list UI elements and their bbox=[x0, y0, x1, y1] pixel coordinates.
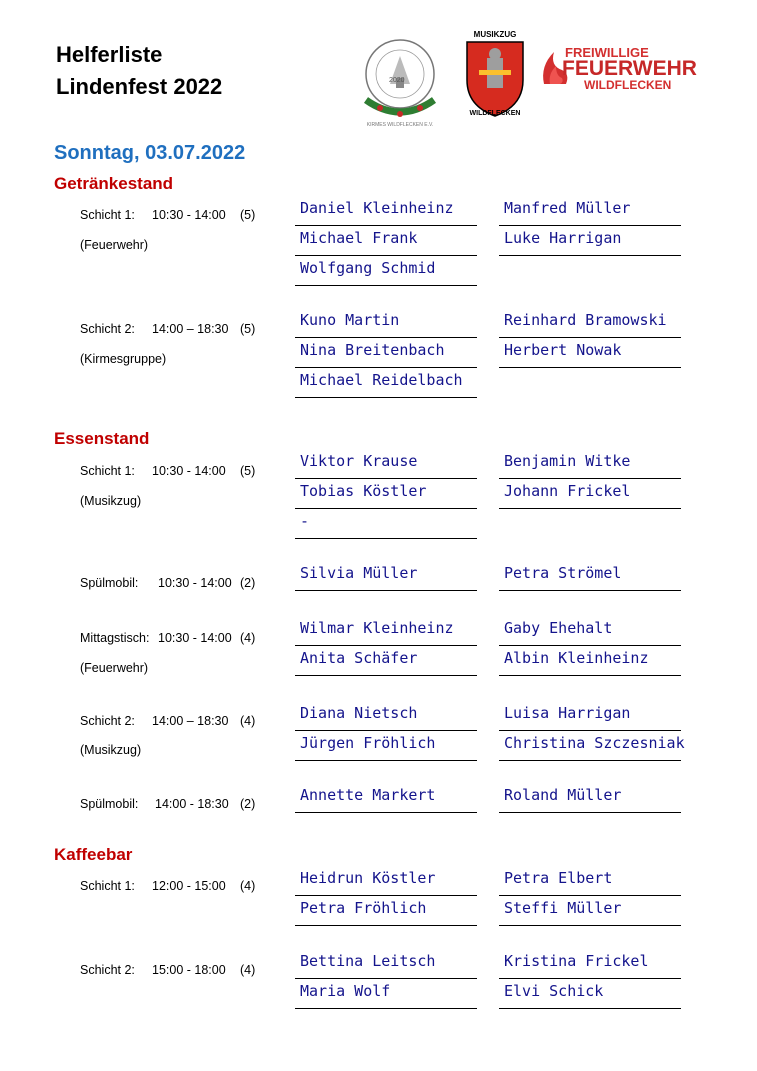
shift-count: (4) bbox=[240, 879, 256, 893]
shift-time: 12:00 - 15:00 bbox=[152, 879, 226, 893]
helper-name-field[interactable]: Tobias Köstler bbox=[295, 479, 477, 509]
shift-time: 10:30 - 14:00 bbox=[152, 464, 226, 478]
shift-time: 14:00 - 18:30 bbox=[155, 797, 229, 811]
shift-label: Schicht 1: bbox=[80, 879, 135, 893]
shift-count: (4) bbox=[240, 714, 256, 728]
shift-group: (Musikzug) bbox=[80, 743, 142, 757]
shift-group: (Feuerwehr) bbox=[80, 661, 149, 675]
shift-label: Schicht 1: bbox=[80, 464, 135, 478]
feuerwehr-line2: FEUERWEHR bbox=[562, 57, 697, 80]
helper-name-field[interactable]: Luke Harrigan bbox=[499, 226, 681, 256]
shift-count: (5) bbox=[240, 322, 256, 336]
shift-group: (Kirmesgruppe) bbox=[80, 352, 167, 366]
helper-name-field[interactable]: Petra Elbert bbox=[499, 866, 681, 896]
helper-name-field[interactable]: Michael Reidelbach bbox=[295, 368, 477, 398]
shift-time: 10:30 - 14:00 bbox=[158, 631, 232, 645]
musikzug-bottom-text: WILDFLECKEN bbox=[469, 110, 521, 117]
helper-name-field[interactable]: Gaby Ehehalt bbox=[499, 616, 681, 646]
helper-name-field[interactable]: Maria Wolf bbox=[295, 979, 477, 1009]
event-date: Sonntag, 03.07.2022 bbox=[54, 142, 246, 164]
helper-name-field[interactable]: Viktor Krause bbox=[295, 449, 477, 479]
shift-count: (5) bbox=[240, 464, 256, 478]
musikzug-crest-icon bbox=[455, 28, 535, 122]
shift-count: (5) bbox=[240, 208, 256, 222]
shift-count: (2) bbox=[240, 576, 256, 590]
section-getraenkestand-title: Getränkestand bbox=[54, 174, 174, 193]
helper-name-field[interactable]: - bbox=[295, 509, 477, 539]
helper-name-field[interactable]: Jürgen Fröhlich bbox=[295, 731, 477, 761]
shift-count: (2) bbox=[240, 797, 256, 811]
shift-label: Schicht 2: bbox=[80, 963, 135, 977]
helper-name-field[interactable]: Manfred Müller bbox=[499, 196, 681, 226]
shift-label: Schicht 2: bbox=[80, 714, 135, 728]
helper-name-field[interactable]: Bettina Leitsch bbox=[295, 949, 477, 979]
section-essenstand-title: Essenstand bbox=[54, 429, 150, 448]
helper-name-field[interactable]: Wilmar Kleinheinz bbox=[295, 616, 477, 646]
shift-count: (4) bbox=[240, 963, 256, 977]
shift-label: Mittagstisch: bbox=[80, 631, 150, 645]
document-title-line2: Lindenfest 2022 bbox=[56, 74, 223, 99]
helper-name-field[interactable]: Reinhard Bramowski bbox=[499, 308, 681, 338]
document-title-line1: Helferliste bbox=[56, 42, 163, 67]
shift-time: 10:30 - 14:00 bbox=[152, 208, 226, 222]
musikzug-top-text: MUSIKZUG bbox=[473, 30, 517, 39]
helper-name-field[interactable]: Petra Strömel bbox=[499, 561, 681, 591]
helper-name-field[interactable]: Daniel Kleinheinz bbox=[295, 196, 477, 226]
shift-label: Spülmobil: bbox=[80, 576, 139, 590]
helper-name-field[interactable]: Christina Szczesniak bbox=[499, 731, 681, 761]
helper-name-field[interactable]: Johann Frickel bbox=[499, 479, 681, 509]
shift-time: 10:30 - 14:00 bbox=[158, 576, 232, 590]
helper-name-field[interactable]: Silvia Müller bbox=[295, 561, 477, 591]
kirmes-emblem-year: 2020 bbox=[389, 77, 405, 84]
feuerwehr-line1: FREIWILLIGE bbox=[565, 45, 649, 60]
shift-group: (Musikzug) bbox=[80, 494, 142, 508]
shift-time: 14:00 – 18:30 bbox=[152, 714, 229, 728]
helper-name-field[interactable]: Herbert Nowak bbox=[499, 338, 681, 368]
helper-name-field[interactable]: Elvi Schick bbox=[499, 979, 681, 1009]
shift-time: 15:00 - 18:00 bbox=[152, 963, 226, 977]
helper-name-field[interactable]: Anita Schäfer bbox=[295, 646, 477, 676]
kirmes-emblem-text: KIRMES WILDFLECKEN E.V. bbox=[366, 122, 434, 128]
helper-name-field[interactable]: Albin Kleinheinz bbox=[499, 646, 681, 676]
helper-name-field[interactable]: Petra Fröhlich bbox=[295, 896, 477, 926]
helper-name-field[interactable]: Benjamin Witke bbox=[499, 449, 681, 479]
helper-name-field[interactable]: Annette Markert bbox=[295, 783, 477, 813]
helper-name-field[interactable]: Roland Müller bbox=[499, 783, 681, 813]
feuerwehr-line3: WILDFLECKEN bbox=[584, 78, 672, 92]
helper-name-field[interactable]: Kuno Martin bbox=[295, 308, 477, 338]
section-kaffeebar-title: Kaffeebar bbox=[54, 845, 133, 864]
shift-group: (Feuerwehr) bbox=[80, 238, 149, 252]
shift-label: Spülmobil: bbox=[80, 797, 139, 811]
helper-name-field[interactable]: Heidrun Köstler bbox=[295, 866, 477, 896]
helper-name-field[interactable]: Nina Breitenbach bbox=[295, 338, 477, 368]
helper-name-field[interactable]: Michael Frank bbox=[295, 226, 477, 256]
shift-count: (4) bbox=[240, 631, 256, 645]
helper-name-field[interactable]: Wolfgang Schmid bbox=[295, 256, 477, 286]
shift-label: Schicht 2: bbox=[80, 322, 135, 336]
shift-label: Schicht 1: bbox=[80, 208, 135, 222]
helper-name-field[interactable]: Kristina Frickel bbox=[499, 949, 681, 979]
helper-name-field[interactable]: Luisa Harrigan bbox=[499, 701, 681, 731]
helper-name-field[interactable]: Steffi Müller bbox=[499, 896, 681, 926]
helper-name-field[interactable]: Diana Nietsch bbox=[295, 701, 477, 731]
shift-time: 14:00 – 18:30 bbox=[152, 322, 229, 336]
